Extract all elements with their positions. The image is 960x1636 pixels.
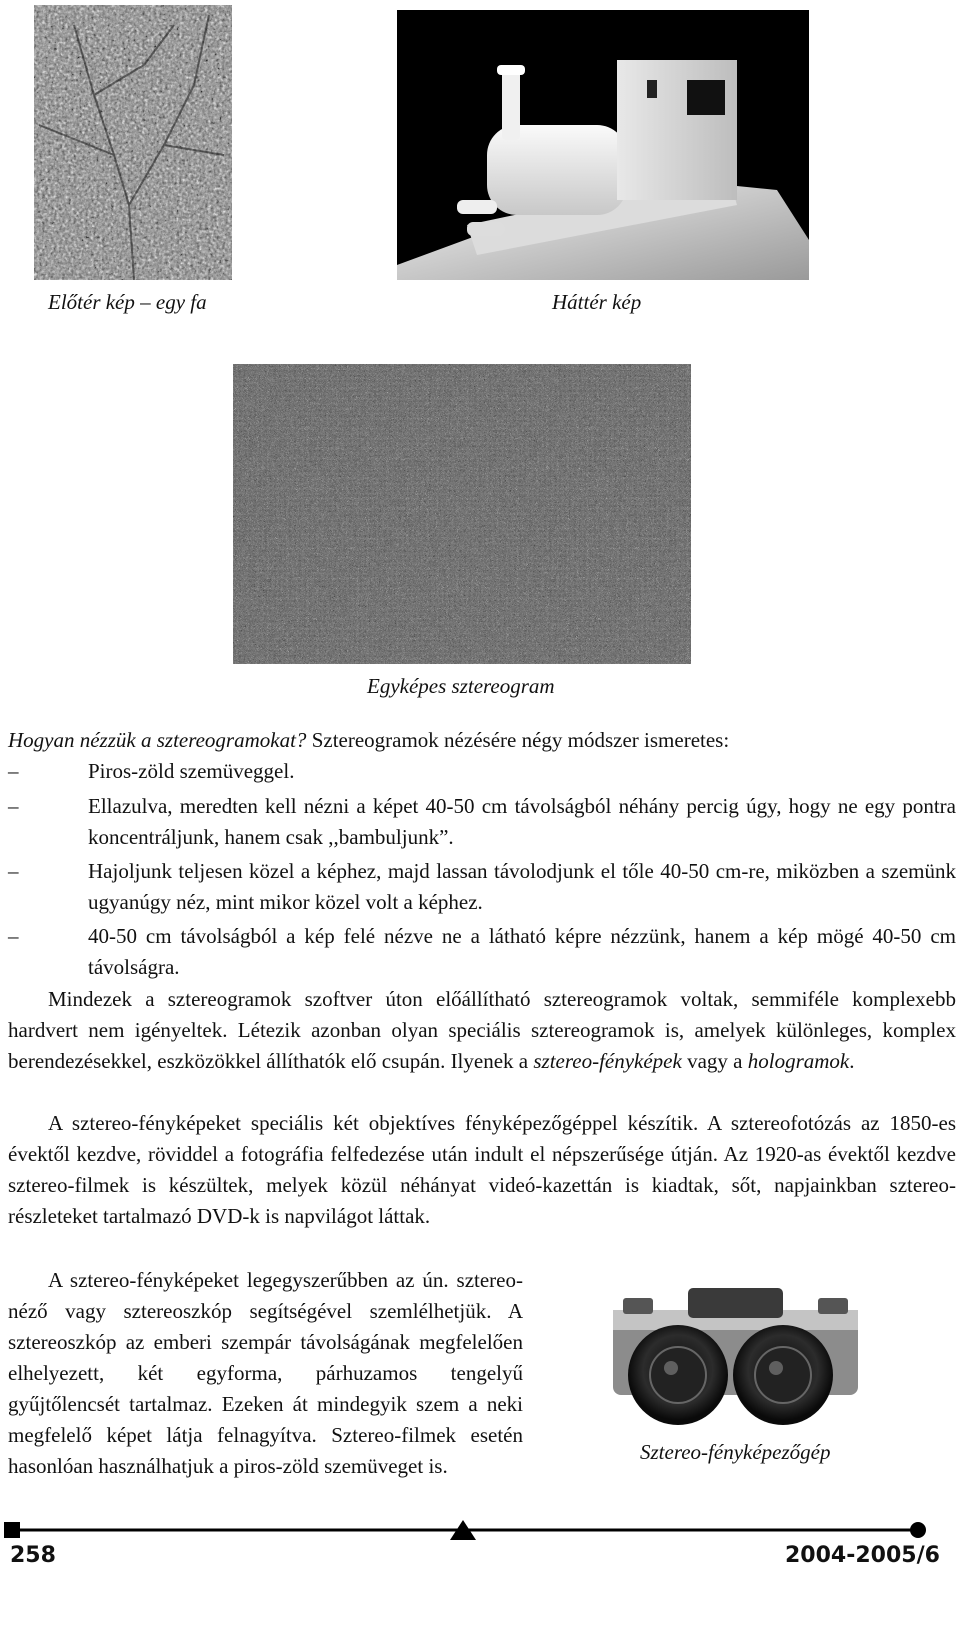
list-item [8,791,956,853]
bullet-dash: – [8,859,19,883]
tree-image [34,5,232,280]
issue-number: 2004-2005/6 [785,1543,940,1568]
bullet-dash: – [8,759,19,783]
method-text: Hajoljunk teljesen közel a képhez, majd lassan távolodjunk el tőle 40-50 cm-re, miközben a szemünk ugyanúgy néz, mint mikor közel volt a képhez. [88,859,956,914]
tree-caption: Előtér kép – egy fa [48,290,207,314]
list-item [8,856,956,918]
stereogram-caption: Egyképes sztereogram [367,674,555,698]
list-item [8,756,956,787]
term-stereo-photos: sztereo-fényképek [533,1049,682,1073]
train-caption: Háttér kép [552,290,642,314]
paragraph-stereo-photography: A sztereo-fényképeket speciális két objektíves fényképezőgéppel készítik. A sztereofotózás az 1850-es évektől kezdve, röviddel a fotográfia felfedezése után indult el népszerűsége útján. Az 1920-as évektől kezdve sztereo-filmek is készültek, melyek közül néhányat videó-kazettán is kiadtak, sőt, napjainkban sztereo-részleteket tartalmazó DVD-k is napvilágot láttak. [8,1111,956,1228]
camera-caption: Sztereo-fényképezőgép [640,1440,831,1464]
footer-rule [0,1518,960,1542]
square-icon [4,1522,20,1538]
bullet-dash: – [8,794,19,818]
stereogram-image [233,364,691,664]
intro-line [8,725,956,756]
method-text: 40-50 cm távolságból a kép felé nézve ne a látható képre nézzünk, hanem a kép mögé 40-50 cm távolságra. [88,924,956,979]
term-holograms: hologramok [747,1049,850,1073]
train-depth-image [397,10,809,280]
stereo-camera-image [603,1280,868,1430]
list-item [8,921,956,983]
para1-end: . [849,1049,855,1073]
para1-mid: vagy a [681,1049,748,1073]
para1-text: Mindezek a sztereogramok szoftver úton előállítható sztereogramok voltak, semmiféle komplexebb hardvert nem igényeltek. Létezik azonban olyan speciális sztereogramok is, amelyek különleges, komplex berendezésekkel, eszközökkel állíthatók elő csupán. Ilyenek a [8,987,956,1073]
intro-question: Hogyan nézzük a sztereogramokat? [8,728,307,752]
page-number: 258 [10,1543,56,1568]
intro-rest: Sztereogramok nézésére négy módszer ismeretes: [306,728,730,752]
paragraph-stereoscope: A sztereo-fényképeket legegyszerűbben az ún. sztereo-néző vagy sztereoszkóp segítségével szemlélhetjük. A sztereoszkóp az emberi szempár távolságának megfelelően elhelyezett, két egyforma, párhuzamos tengelyű gyűjtőlencsét tartalmaz. Ezeken át mindegyik szem a neki megfelelő képet látja felnagyítva. Sztereo-filmek esetén hasonlóan használhatjuk a piros-zöld szemüveget is. [8,1268,523,1478]
paragraph-software-stereograms [8,984,956,1077]
bullet-dash: – [8,924,19,948]
circle-icon [910,1522,926,1538]
method-text: Ellazulva, meredten kell nézni a képet 40-50 cm távolságból néhány percig úgy, hogy ne egy pontra koncentráljunk, hanem csak ,,bambuljunk”. [88,794,956,849]
method-text: Piros-zöld szemüveggel. [88,759,295,783]
